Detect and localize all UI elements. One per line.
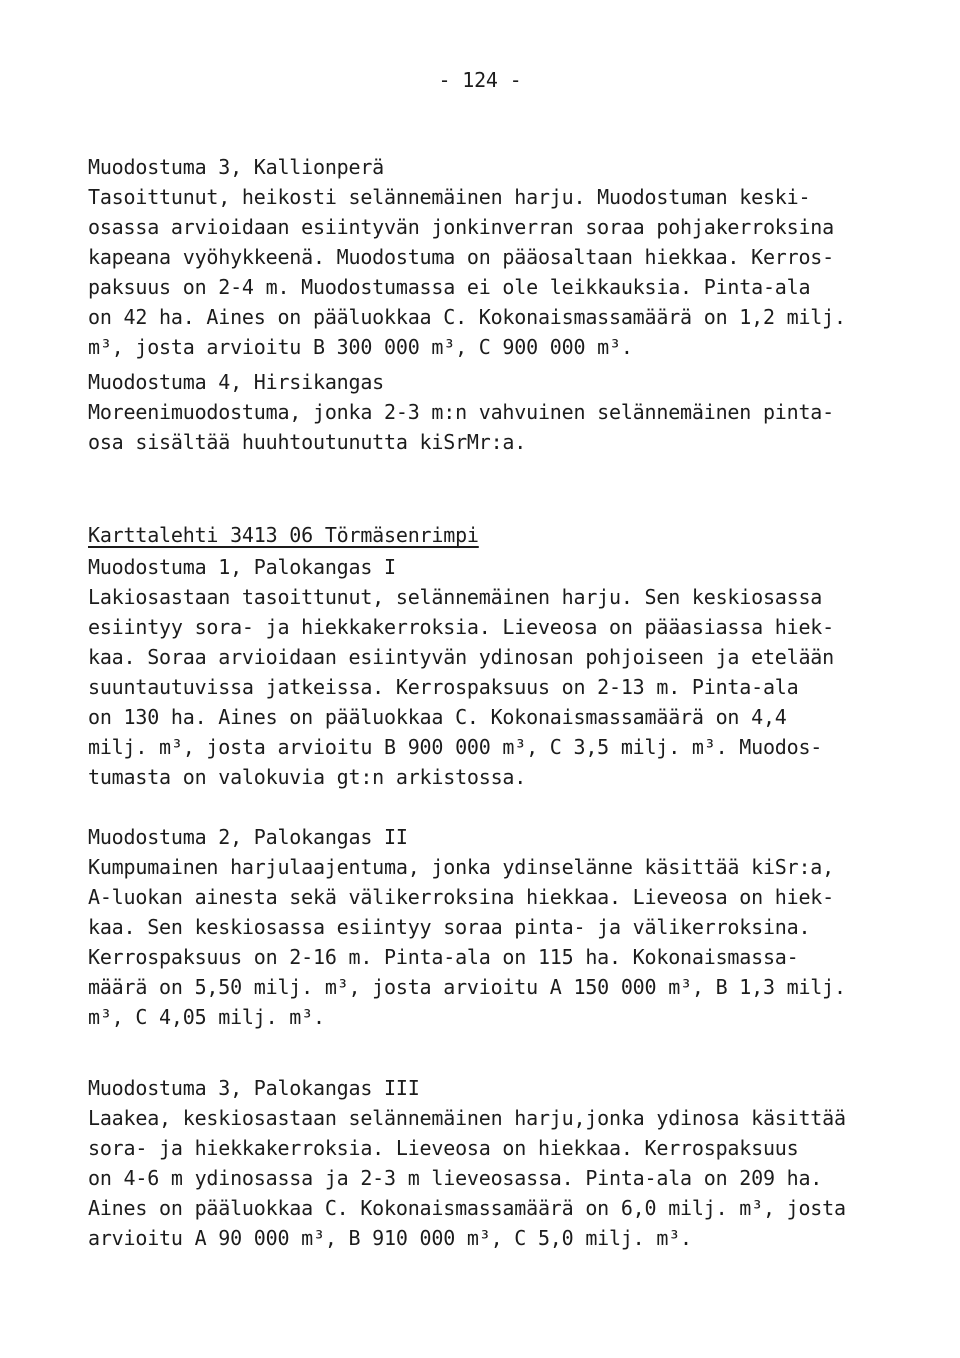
section-kallionpera: [88, 152, 928, 362]
section-palokangas-iii: [88, 1073, 928, 1253]
text-line: Laakea, keskiosastaan selännemäinen harju,jonka ydinosa käsittää: [88, 1106, 846, 1130]
text-line: osassa arvioidaan esiintyvän jonkinverran soraa pohjakerroksina: [88, 215, 834, 239]
text-line: Tasoittunut, heikosti selännemäinen harju. Muodostuman keski-: [88, 185, 811, 209]
text-line: on 42 ha. Aines on pääluokkaa C. Kokonaismassamäärä on 1,2 milj.: [88, 305, 846, 329]
map-sheet-title: Karttalehti 3413 06 Törmäsenrimpi: [88, 523, 479, 547]
text-line: tumasta on valokuvia gt:n arkistossa.: [88, 765, 527, 789]
section-heading: Muodostuma 4, Hirsikangas: [88, 370, 385, 394]
text-line: paksuus on 2-4 m. Muodostumassa ei ole leikkauksia. Pinta-ala: [88, 275, 811, 299]
text-line: Aines on pääluokkaa C. Kokonaismassamäärä on 6,0 milj. m³, josta: [88, 1196, 846, 1220]
section-hirsikangas: [88, 367, 928, 457]
text-line: milj. m³, josta arvioitu B 900 000 m³, C 3,5 milj. m³. Muodos-: [88, 735, 823, 759]
text-line: on 130 ha. Aines on pääluokkaa C. Kokonaismassamäärä on 4,4: [88, 705, 787, 729]
text-line: kapeana vyöhykkeenä. Muodostuma on pääosaltaan hiekkaa. Kerros-: [88, 245, 834, 269]
map-sheet-heading: [88, 520, 928, 550]
section-palokangas-i: [88, 552, 928, 792]
text-line: m³, josta arvioitu B 300 000 m³, C 900 000 m³.: [88, 335, 633, 359]
text-line: sora- ja hiekkakerroksia. Lieveosa on hiekkaa. Kerrospaksuus: [88, 1136, 799, 1160]
text-line: A-luokan ainesta sekä välikerroksina hiekkaa. Lieveosa on hiek-: [88, 885, 834, 909]
page-number: - 124 -: [438, 68, 522, 92]
text-line: kaa. Sen keskiosassa esiintyy soraa pinta- ja välikerroksina.: [88, 915, 811, 939]
text-line: m³, C 4,05 milj. m³.: [88, 1005, 325, 1029]
text-line: Kumpumainen harjulaajentuma, jonka ydinselänne käsittää kiSr:a,: [88, 855, 834, 879]
text-line: arvioitu A 90 000 m³, B 910 000 m³, C 5,0 milj. m³.: [88, 1226, 692, 1250]
section-heading: Muodostuma 2, Palokangas II: [88, 825, 408, 849]
text-line: osa sisältää huuhtoutunutta kiSrMr:a.: [88, 430, 527, 454]
text-line: kaa. Soraa arvioidaan esiintyvän ydinosan pohjoiseen ja etelään: [88, 645, 834, 669]
section-palokangas-ii: [88, 822, 928, 1032]
text-line: suuntautuvissa jatkeissa. Kerrospaksuus on 2-13 m. Pinta-ala: [88, 675, 799, 699]
text-line: määrä on 5,50 milj. m³, josta arvioitu A 150 000 m³, B 1,3 milj.: [88, 975, 846, 999]
text-line: Kerrospaksuus on 2-16 m. Pinta-ala on 115 ha. Kokonaismassa-: [88, 945, 799, 969]
section-heading: Muodostuma 1, Palokangas I: [88, 555, 396, 579]
section-heading: Muodostuma 3, Palokangas III: [88, 1076, 420, 1100]
text-line: on 4-6 m ydinosassa ja 2-3 m lieveosassa. Pinta-ala on 209 ha.: [88, 1166, 823, 1190]
text-line: esiintyy sora- ja hiekkakerroksia. Lieveosa on pääasiassa hiek-: [88, 615, 834, 639]
text-line: Moreenimuodostuma, jonka 2-3 m:n vahvuinen selännemäinen pinta-: [88, 400, 834, 424]
section-heading: Muodostuma 3, Kallionperä: [88, 155, 385, 179]
text-line: Lakiosastaan tasoittunut, selännemäinen harju. Sen keskiosassa: [88, 585, 823, 609]
